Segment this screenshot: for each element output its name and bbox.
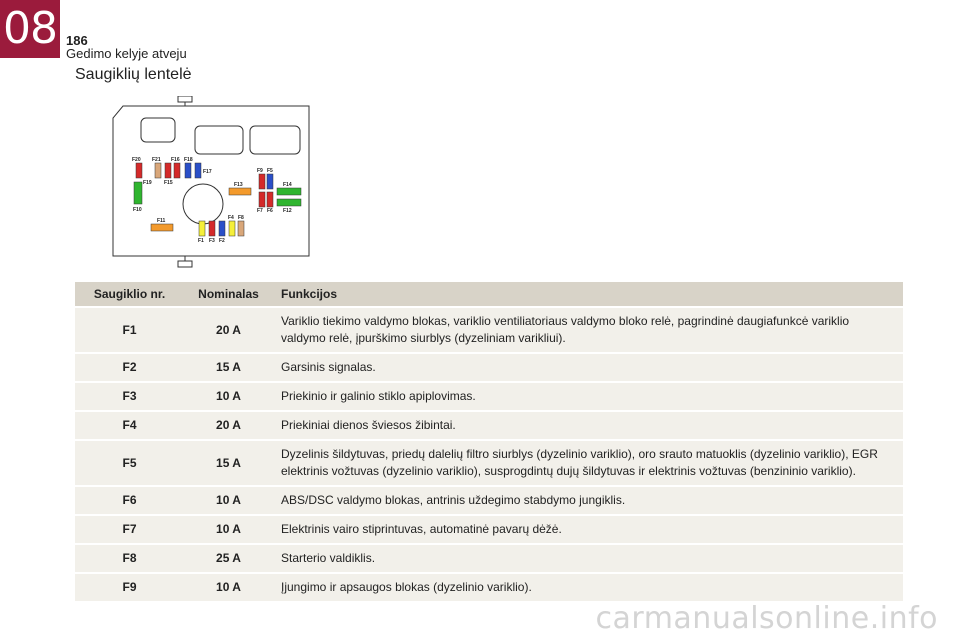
fuse-number: F8 [75, 545, 184, 572]
fuse-function: Variklio tiekimo valdymo blokas, variklio ventiliatoriaus valdymo bloko relė, pagrindinė daugiafunkcė variklio valdymo relė, įpurškimo siurblys (dyzeliniam varikliui). [273, 308, 903, 352]
fuse-rating: 25 A [184, 545, 273, 572]
fuse-f3 [209, 221, 215, 236]
label-f6: F6 [267, 208, 273, 214]
fuse-rating: 10 A [184, 487, 273, 514]
fuse-f7 [259, 192, 265, 207]
fuse-number: F9 [75, 574, 184, 601]
label-f20: F20 [132, 157, 141, 163]
fuse-number: F5 [75, 441, 184, 485]
label-f2: F2 [219, 238, 225, 244]
fuse-box-diagram [108, 96, 313, 268]
label-f1: F1 [198, 238, 204, 244]
fuse-f18 [185, 163, 191, 178]
fuse-number: F1 [75, 308, 184, 352]
page-title: Saugiklių lentelė [75, 66, 192, 83]
header-rating: Nominalas [184, 282, 273, 306]
fuse-f14 [277, 188, 301, 195]
table-row [75, 354, 903, 381]
label-f19: F19 [143, 180, 152, 186]
table-row [75, 441, 903, 485]
bottom-connector [178, 261, 192, 267]
table-row [75, 487, 903, 514]
fuse-number: F4 [75, 412, 184, 439]
fuse-f8 [238, 221, 244, 236]
fuse-f5 [267, 174, 273, 189]
fuse-f13 [229, 188, 251, 195]
fuse-function: Dyzelinis šildytuvas, priedų dalelių filtro siurblys (dyzelinio variklio), oro srauto matuoklis (dyzelinio variklio), EGR elektrinis vožtuvas (dyzelinio variklio), susprogdintų dujų šildytuvas ir elektrinis vožtuvas (benzininio variklio). [273, 441, 903, 485]
table-row [75, 383, 903, 410]
fuse-f12 [277, 199, 301, 206]
table-row [75, 412, 903, 439]
table-row [75, 516, 903, 543]
fuse-f9 [259, 174, 265, 189]
label-f7: F7 [257, 208, 263, 214]
fuse-rating: 20 A [184, 412, 273, 439]
fuse-f16 [165, 163, 171, 178]
label-f21: F21 [152, 157, 161, 163]
fuse-f1 [199, 221, 205, 236]
fuse-f21 [155, 163, 161, 178]
header-functions: Funkcijos [273, 282, 903, 306]
page-number: 186 [66, 33, 88, 48]
fuse-function: ABS/DSC valdymo blokas, antrinis uždegimo stabdymo jungiklis. [273, 487, 903, 514]
label-f15: F15 [164, 180, 173, 186]
fuse-f2 [219, 221, 225, 236]
fuse-function: Priekinio ir galinio stiklo apiplovimas. [273, 383, 903, 410]
fuse-f6 [267, 192, 273, 207]
fuse-function: Priekiniai dienos šviesos žibintai. [273, 412, 903, 439]
fuse-f17 [195, 163, 201, 178]
fuse-number: F6 [75, 487, 184, 514]
fuse-rating: 20 A [184, 308, 273, 352]
label-f13: F13 [234, 182, 243, 188]
fuse-rating: 10 A [184, 574, 273, 601]
fuse-f19 [134, 182, 142, 204]
fuse-table [75, 280, 903, 603]
fuse-rating: 10 A [184, 383, 273, 410]
fuse-rating: 15 A [184, 354, 273, 381]
table-row [75, 574, 903, 601]
fuse-function: Garsinis signalas. [273, 354, 903, 381]
label-f17: F17 [203, 169, 212, 175]
label-f9: F9 [257, 168, 263, 174]
header-fuse-no: Saugiklio nr. [75, 282, 184, 306]
table-row [75, 308, 903, 352]
label-f14: F14 [283, 182, 292, 188]
fuse-number: F7 [75, 516, 184, 543]
table-header-row [75, 282, 903, 306]
fuse-function: Starterio valdiklis. [273, 545, 903, 572]
fuse-rating: 10 A [184, 516, 273, 543]
top-connector [178, 96, 192, 102]
label-f10: F10 [133, 207, 142, 213]
fuse-function: Įjungimo ir apsaugos blokas (dyzelinio variklio). [273, 574, 903, 601]
fuse-f20 [136, 163, 142, 178]
fuse-function: Elektrinis vairo stiprintuvas, automatinė pavarų dėžė. [273, 516, 903, 543]
fuse-number: F2 [75, 354, 184, 381]
watermark: carmanualsonline.info [595, 601, 938, 636]
chapter-tab: 08 [0, 0, 60, 58]
label-f18: F18 [184, 157, 193, 163]
section-title: Gedimo kelyje atveju [66, 46, 187, 61]
label-f11: F11 [157, 218, 166, 224]
table-row [75, 545, 903, 572]
label-f5: F5 [267, 168, 273, 174]
fuse-rating: 15 A [184, 441, 273, 485]
label-f8: F8 [238, 215, 244, 221]
label-f12: F12 [283, 208, 292, 214]
fuse-f11 [151, 224, 173, 231]
label-f16: F16 [171, 157, 180, 163]
fuse-f16b [174, 163, 180, 178]
label-f4: F4 [228, 215, 234, 221]
fuse-f4 [229, 221, 235, 236]
fuse-number: F3 [75, 383, 184, 410]
label-f3: F3 [209, 238, 215, 244]
